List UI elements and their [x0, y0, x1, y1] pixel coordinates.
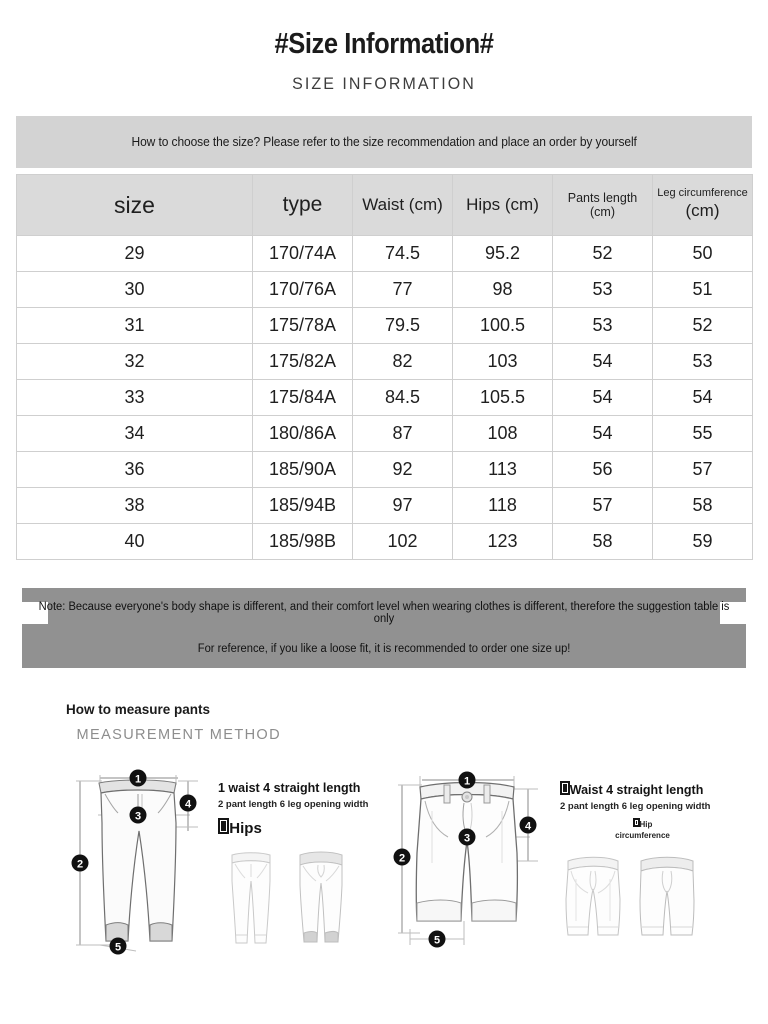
page-title: #Size Information#: [274, 28, 494, 60]
svg-text:3: 3: [463, 832, 471, 845]
cell-waist: 79.5: [353, 308, 453, 344]
table-header-row: [17, 175, 753, 236]
shorts-diagram-panel: [392, 753, 752, 968]
cell-size: 34: [17, 416, 253, 452]
page-subtitle: SIZE INFORMATION: [292, 74, 476, 93]
table-row: [17, 452, 753, 488]
table-row: [17, 416, 753, 452]
cell-pants-length: 53: [553, 308, 653, 344]
cell-hips: 98: [453, 272, 553, 308]
column-header-type: type: [253, 175, 353, 236]
note-section: [0, 588, 768, 668]
instruction-banner: [16, 116, 752, 168]
svg-text:1: 1: [463, 775, 471, 788]
note-line-1: Note: Because everyone's body shape is different, and their comfort level when wearing clothes is different, therefore the suggestion table is only: [38, 601, 730, 625]
cell-hips: 95.2: [453, 236, 553, 272]
jogger-pants-thumbnail-icon: [292, 847, 350, 952]
table-row: [17, 488, 753, 524]
shorts-legend: [560, 781, 725, 943]
table-row: [17, 308, 753, 344]
cell-pants-length: 53: [553, 272, 653, 308]
shorts-legend-circumference-label: circumference: [615, 830, 670, 840]
cell-pants-length: 54: [553, 344, 653, 380]
shorts-legend-line-2: 2 pant length 6 leg opening width: [560, 800, 711, 812]
svg-text:5: 5: [114, 941, 122, 954]
cell-size: 31: [17, 308, 253, 344]
diagram-row: [0, 753, 768, 983]
shorts-legend-line-3: [560, 818, 725, 842]
pants-diagram-panel: [58, 753, 398, 968]
cell-type: 185/98B: [253, 524, 353, 560]
shorts-diagram-icon: [392, 753, 562, 968]
table-row: [17, 272, 753, 308]
long-pants-diagram-icon: [58, 753, 218, 968]
measurement-title: How to measure pants: [66, 702, 211, 717]
svg-text:4: 4: [524, 820, 532, 833]
drawstring-shorts-thumbnail-icon: [636, 851, 698, 943]
cell-hips: 105.5: [453, 380, 553, 416]
shorts-legend-waist-label: Waist 4 straight length: [569, 782, 704, 797]
missing-glyph-icon: [633, 818, 640, 828]
cell-leg-circumference: 50: [653, 236, 753, 272]
cell-pants-length: 56: [553, 452, 653, 488]
cell-size: 40: [17, 524, 253, 560]
cell-type: 175/84A: [253, 380, 353, 416]
column-header-pants-length: Pants length (cm): [553, 175, 653, 236]
table-body: [17, 236, 753, 560]
note-banner: [22, 588, 746, 668]
column-header-leg-circumference: [653, 175, 753, 236]
svg-text:2: 2: [76, 858, 84, 871]
shorts-legend-hip-row: [560, 818, 725, 831]
table-row: [17, 380, 753, 416]
svg-text:5: 5: [433, 934, 441, 947]
measurement-subtitle: MEASUREMENT METHOD: [76, 726, 281, 743]
instruction-text: How to choose the size? Please refer to the size recommendation and place an order by yourself: [131, 135, 637, 149]
shorts-thumbnails: [562, 851, 725, 943]
cell-waist: 84.5: [353, 380, 453, 416]
cell-waist: 92: [353, 452, 453, 488]
pants-legend-line-2: 2 pant length 6 leg opening width: [218, 799, 369, 810]
cell-hips: 113: [453, 452, 553, 488]
cell-hips: 123: [453, 524, 553, 560]
cell-waist: 74.5: [353, 236, 453, 272]
pants-legend-line-1: 1 waist 4 straight length: [218, 781, 361, 795]
cell-type: 185/94B: [253, 488, 353, 524]
note-line-2: For reference, if you like a loose fit, it is recommended to order one size up!: [197, 643, 571, 655]
cell-waist: 97: [353, 488, 453, 524]
cell-hips: 118: [453, 488, 553, 524]
measurement-header: [66, 702, 768, 743]
cell-leg-circumference: 53: [653, 344, 753, 380]
svg-text:2: 2: [398, 852, 406, 865]
column-header-hips: Hips (cm): [453, 175, 553, 236]
table-row: [17, 524, 753, 560]
cell-hips: 103: [453, 344, 553, 380]
cell-waist: 82: [353, 344, 453, 380]
shorts-legend-line-1: [560, 781, 725, 797]
column-header-waist: Waist (cm): [353, 175, 453, 236]
page-header: [0, 0, 768, 94]
pants-thumbnails: [222, 847, 383, 952]
pants-legend-hips-label: Hips: [229, 820, 262, 838]
cell-size: 36: [17, 452, 253, 488]
cell-pants-length: 57: [553, 488, 653, 524]
table-row: [17, 236, 753, 272]
cell-waist: 77: [353, 272, 453, 308]
leg-circumference-unit: (cm): [685, 200, 720, 220]
cell-waist: 102: [353, 524, 453, 560]
svg-text:4: 4: [184, 798, 192, 811]
cell-leg-circumference: 58: [653, 488, 753, 524]
cell-pants-length: 58: [553, 524, 653, 560]
cell-leg-circumference: 57: [653, 452, 753, 488]
cell-pants-length: 54: [553, 416, 653, 452]
size-chart-table: [16, 174, 753, 560]
cell-pants-length: 52: [553, 236, 653, 272]
cell-waist: 87: [353, 416, 453, 452]
cell-type: 185/90A: [253, 452, 353, 488]
cell-type: 180/86A: [253, 416, 353, 452]
missing-glyph-icon: [560, 781, 570, 795]
cell-size: 30: [17, 272, 253, 308]
svg-text:1: 1: [134, 773, 142, 786]
cell-size: 32: [17, 344, 253, 380]
cell-type: 170/76A: [253, 272, 353, 308]
cell-type: 175/78A: [253, 308, 353, 344]
cell-size: 38: [17, 488, 253, 524]
cell-size: 29: [17, 236, 253, 272]
cell-leg-circumference: 59: [653, 524, 753, 560]
pants-legend: [218, 781, 383, 952]
svg-text:3: 3: [134, 810, 142, 823]
pants-legend-line-3: [218, 818, 383, 837]
skinny-pants-thumbnail-icon: [222, 847, 280, 952]
cell-leg-circumference: 51: [653, 272, 753, 308]
leg-circumference-label: Leg circumference: [657, 187, 748, 200]
shorts-legend-hip-label: Hip: [639, 819, 653, 829]
cell-leg-circumference: 52: [653, 308, 753, 344]
cargo-shorts-thumbnail-icon: [562, 851, 624, 943]
cell-pants-length: 54: [553, 380, 653, 416]
cell-size: 33: [17, 380, 253, 416]
cell-leg-circumference: 54: [653, 380, 753, 416]
column-header-size: size: [17, 175, 253, 236]
missing-glyph-icon: [218, 818, 229, 834]
cell-hips: 100.5: [453, 308, 553, 344]
cell-type: 175/82A: [253, 344, 353, 380]
cell-hips: 108: [453, 416, 553, 452]
table-row: [17, 344, 753, 380]
cell-leg-circumference: 55: [653, 416, 753, 452]
cell-type: 170/74A: [253, 236, 353, 272]
